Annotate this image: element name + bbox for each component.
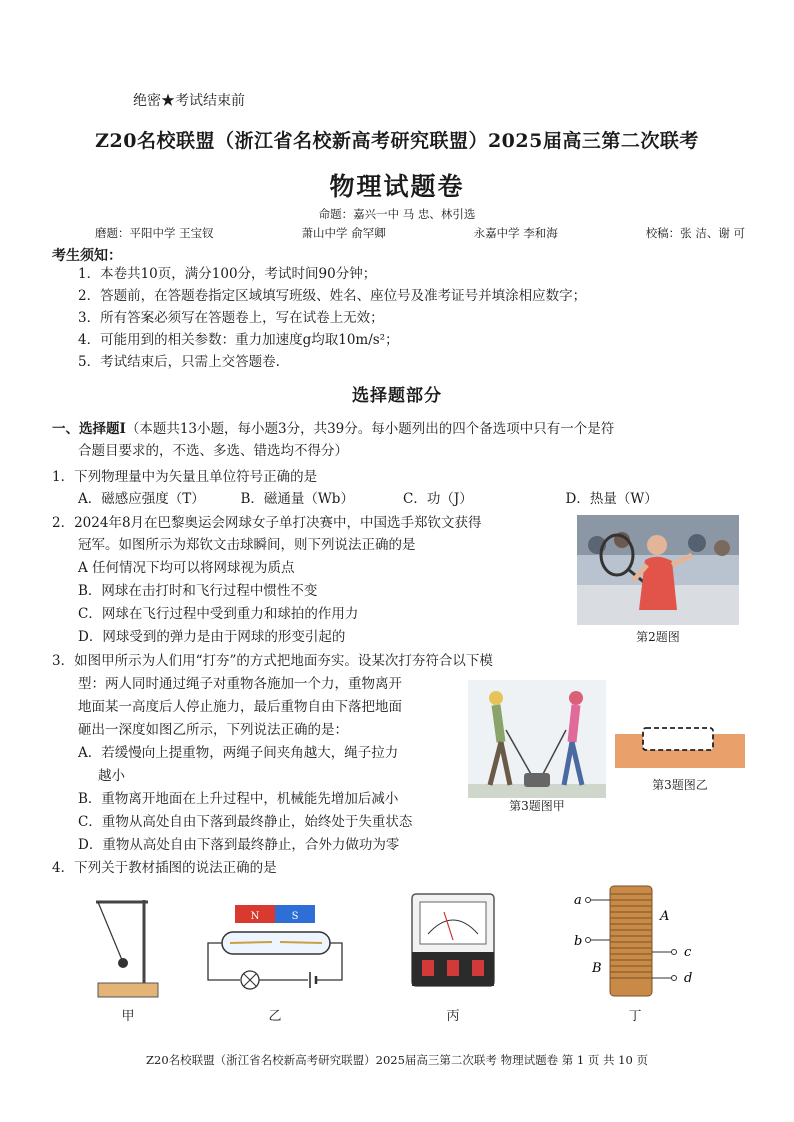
reviewer-1: 磨题：平阳中学 王宝钗 (95, 226, 214, 240)
q4-stem: 4．下列关于教材插图的说法正确的是 (52, 860, 277, 876)
q2-stem-1: 2．2024年8月在巴黎奥运会网球女子单打决赛中，中国选手郑钦文获得 (52, 515, 482, 531)
coil-label-c: c (684, 945, 692, 960)
subject-title: 物理试题卷 (329, 172, 465, 201)
section-title: 选择题部分 (352, 386, 442, 406)
q1-option-b: B．磁通量（Wb） (240, 491, 354, 507)
proofreaders: 校稿：张 洁、谢 可 (645, 226, 745, 240)
notice-item: 3．所有答案必须写在答题卷上，写在试卷上无效； (78, 310, 384, 326)
notice-item: 2．答题前，在答题卷指定区域填写班级、姓名、座位号及准考证号并填涂相应数字； (78, 288, 587, 304)
magnet-n-label: N (250, 911, 260, 922)
credits-reviewers (95, 225, 745, 241)
q3-option-a-cont: 越小 (98, 768, 125, 784)
q3-option-b: B．重物离开地面在上升过程中，机械能先增加后减小 (78, 791, 399, 807)
q1-stem: 1．下列物理量中为矢量且单位符号正确的是 (52, 469, 318, 485)
notice-list (78, 263, 586, 373)
q4-caption-yi: 乙 (268, 1009, 282, 1024)
q3-option-c: C．重物从高处自由下落到最终静止，始终处于失重状态 (78, 814, 413, 830)
q1-option-a: A．磁感应强度（T） (78, 491, 205, 507)
crater-figure (615, 718, 745, 768)
coil-label-lower: B (592, 961, 602, 976)
q3-caption-a: 第3题图甲 (509, 799, 565, 813)
meter-figure (408, 890, 498, 995)
q3-stem-4: 砸出一深度如图乙所示，下列说法正确的是： (78, 722, 348, 738)
tennis-photo (577, 515, 739, 625)
q2-option-b: B．网球在击打时和飞行过程中惯性不变 (78, 583, 318, 599)
part-label: 一、选择题Ⅰ (52, 421, 126, 437)
exam-title: Z20名校联盟（浙江省名校新高考研究联盟）2025届高三第二次联考 (95, 130, 699, 152)
q1-option-c: C．功（J） (403, 491, 473, 507)
part-line-1: （本题共13小题，每小题3分，共39分。每小题列出的四个备选项中只有一个是符 (125, 421, 615, 437)
q2-option-c: C．网球在飞行过程中受到重力和球拍的作用力 (78, 606, 359, 622)
q4-caption-jia: 甲 (121, 1009, 135, 1024)
q2-option-a: A 任何情况下均可以将网球视为质点 (78, 560, 295, 576)
q3-stem-2: 型：两人同时通过绳子对重物各施加一个力，重物离开 (78, 676, 402, 692)
q3-option-a: A．若缓慢向上提重物，两绳子间夹角越大，绳子拉力 (78, 745, 399, 761)
reviewer-2: 萧山中学 俞罕卿 (301, 226, 386, 240)
notice-item: 5．考试结束后，只需上交答题卷. (78, 354, 280, 370)
q1-options (78, 488, 728, 510)
confidential-mark: 绝密★考试结束前 (133, 93, 245, 109)
notice-heading: 考生须知： (52, 248, 122, 264)
q3-option-d: D．重物从高处自由下落到最终静止，合外力做功为零 (78, 837, 400, 853)
pendulum-figure (88, 888, 168, 1003)
tamping-figure (468, 680, 606, 798)
credits-authors: 命题：嘉兴一中 马 忠、林引选 (318, 207, 476, 221)
notice-item: 1．本卷共10页，满分100分，考试时间90分钟； (78, 266, 377, 282)
q2-stem-2: 冠军。如图所示为郑钦文击球瞬间，则下列说法正确的是 (78, 537, 416, 553)
q2-caption: 第2题图 (636, 630, 680, 644)
q4-caption-bing: 丙 (446, 1009, 460, 1024)
q2-option-d: D．网球受到的弹力是由于网球的形变引起的 (78, 629, 346, 645)
reed-switch-figure (200, 900, 350, 1000)
coil-label-b: b (574, 934, 583, 949)
q3-caption-b: 第3题图乙 (652, 778, 708, 792)
reviewer-3: 永嘉中学 李和海 (473, 226, 558, 240)
q4-caption-ding: 丁 (628, 1009, 642, 1024)
coil-label-d: d (684, 971, 693, 986)
coil-figure (560, 880, 710, 1000)
part-line-2: 合题目要求的，不选、多选、错选均不得分） (78, 443, 348, 459)
magnet-s-label: S (291, 911, 299, 922)
q3-stem-3: 地面某一高度后人停止施力，最后重物自由下落把地面 (78, 699, 402, 715)
coil-label-upper: A (660, 909, 670, 924)
coil-label-a: a (574, 893, 582, 908)
notice-item: 4．可能用到的相关参数：重力加速度g均取10m/s²； (78, 332, 399, 348)
q1-option-d: D．热量（W） (565, 491, 658, 507)
part-instructions (52, 418, 752, 462)
page-footer: Z20名校联盟（浙江省名校新高考研究联盟）2025届高三第二次联考 物理试题卷 第 1 页 共 10 页 (146, 1053, 648, 1067)
q3-stem-1: 3．如图甲所示为人们用“打夯”的方式把地面夯实。设某次打夯符合以下模 (52, 653, 493, 669)
